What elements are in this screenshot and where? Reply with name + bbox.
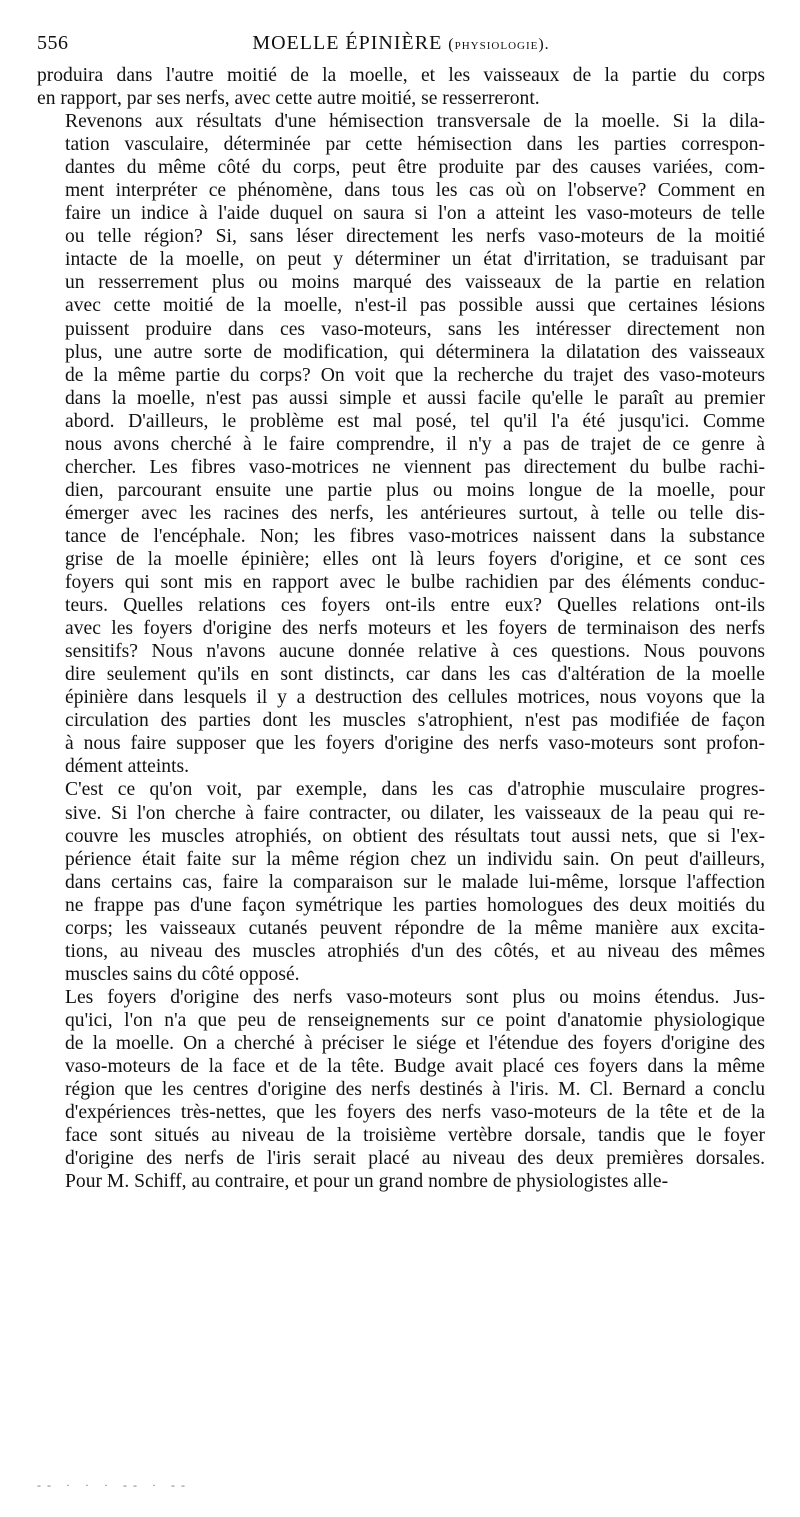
- text-line: d'expériences très-nettes, que les foyers des nerfs vaso-moteurs de la tête et de la: [65, 1102, 765, 1124]
- running-header: [37, 28, 765, 58]
- text-line: dément atteints.: [65, 756, 190, 778]
- text-line: face sont situés au niveau de la troisième vertèbre dorsale, tandis que le foyer: [65, 1125, 765, 1147]
- text-line: Les foyers d'origine des nerfs vaso-moteurs sont plus ou moins étendus. Jus-: [65, 986, 765, 1008]
- text-line: teurs. Quelles relations ces foyers ont-ils entre eux? Quelles relations ont-ils: [65, 595, 765, 617]
- text-line: chercher. Les fibres vaso-motrices ne viennent pas directement du bulbe rachi-: [65, 456, 765, 478]
- text-line: à nous faire supposer que les foyers d'origine des nerfs vaso-moteurs sont profon-: [65, 733, 765, 755]
- text-line: dans certains cas, faire la comparaison sur le malade lui-même, lorsque l'affection: [65, 871, 765, 893]
- running-title-main: MOELLE ÉPINIÈRE: [252, 32, 443, 54]
- text-line: couvre les muscles atrophiés, on obtient des résultats tout aussi nets, que si l'ex-: [65, 825, 765, 847]
- text-line: ment interpréter ce phénomène, dans tous les cas où on l'observe? Comment en: [65, 180, 765, 202]
- paragraph: [37, 110, 765, 778]
- text-line: C'est ce qu'on voit, par exemple, dans les cas d'atrophie musculaire progres-: [65, 779, 765, 801]
- text-line: ne frappe pas d'une façon symétrique les parties homologues des deux moitiés du: [65, 894, 765, 916]
- text-line: grise de la moelle épinière; elles ont là leurs foyers d'origine, et ce sont ces: [65, 548, 765, 570]
- text-line: foyers qui sont mis en rapport avec le bulbe rachidien par des éléments conduc-: [65, 572, 765, 594]
- text-line: abord. D'ailleurs, le problème est mal posé, tel qu'il l'a été jusqu'ici. Comme: [65, 410, 765, 432]
- text-line: région que les centres d'origine des nerfs destinés à l'iris. M. Cl. Bernard a conclu: [65, 1079, 765, 1101]
- text-line: émerger avec les racines des nerfs, les antérieures surtout, à telle ou telle dis-: [65, 502, 765, 524]
- text-line: nous avons cherché à le faire comprendre, il n'y a pas de trajet de ce genre à: [65, 433, 765, 455]
- book-page: [37, 28, 765, 1193]
- text-line: avec cette moitié de la moelle, n'est-il pas possible aussi que certaines lésions: [65, 295, 765, 317]
- paragraph: [37, 64, 765, 110]
- text-line: dans la moelle, n'est pas aussi simple et aussi facile qu'elle le paraît au premier: [65, 387, 765, 409]
- body-text: [37, 64, 765, 1193]
- text-line: avec les foyers d'origine des nerfs moteurs et les foyers de terminaison des nerfs: [65, 618, 765, 640]
- text-line: ou telle région? Si, sans léser directement les nerfs vaso-moteurs de la moitié: [65, 226, 765, 248]
- text-line: produira dans l'autre moitié de la moelle, et les vaisseaux de la partie du corps: [37, 65, 765, 86]
- text-line: tions, au niveau des muscles atrophiés d'un des côtés, et au niveau des mêmes: [65, 940, 765, 962]
- text-line: d'origine des nerfs de l'iris serait placé au niveau des deux premières dorsales.: [65, 1148, 765, 1170]
- text-line: corps; les vaisseaux cutanés peuvent répondre de la même manière aux excita-: [65, 917, 765, 939]
- running-title-sub: (physiologie).: [448, 36, 550, 53]
- text-line: dien, parcourant ensuite une partie plus ou moins longue de la moelle, pour: [65, 479, 765, 501]
- text-line: circulation des parties dont les muscles s'atrophient, n'est pas modifiée de façon: [65, 710, 765, 732]
- text-line: sive. Si l'on cherche à faire contracter, ou dilater, les vaisseaux de la peau qui re-: [65, 802, 765, 824]
- text-line: sensitifs? Nous n'avons aucune donnée relative à ces questions. Nous pouvons: [65, 641, 765, 663]
- text-line: Revenons aux résultats d'une hémisection transversale de la moelle. Si la dila-: [65, 111, 765, 133]
- text-line: qu'ici, l'on n'a que peu de renseignements sur ce point d'anatomie physiologique: [65, 1009, 765, 1031]
- text-line: de la même partie du corps? On voit que la recherche du trajet des vaso-moteurs: [65, 364, 765, 386]
- text-line: vaso-moteurs de la face et de la tête. Budge avait placé ces foyers dans la même: [65, 1056, 765, 1078]
- text-line: puissent produire dans ces vaso-moteurs, sans les intéresser directement non: [65, 318, 765, 340]
- text-line: faire un indice à l'aide duquel on saura si l'on a atteint les vaso-moteurs de telle: [65, 203, 765, 225]
- footer-marks: -- · · · -- · --: [37, 1478, 191, 1492]
- text-line: plus, une autre sorte de modification, qui déterminera la dilatation des vaisseaux: [65, 341, 765, 363]
- text-line: tation vasculaire, déterminée par cette hémisection dans les parties correspon-: [65, 134, 765, 156]
- text-line: muscles sains du côté opposé.: [65, 963, 300, 985]
- page-number: 556: [37, 32, 69, 54]
- text-line: intacte de la moelle, on peut y déterminer un état d'irritation, se traduisant par: [65, 249, 765, 271]
- text-line: dire seulement qu'ils en sont distincts, car dans les cas d'altération de la moelle: [65, 664, 765, 686]
- running-title: [37, 32, 765, 55]
- text-line: tance de l'encéphale. Non; les fibres vaso-motrices naissent dans la substance: [65, 525, 765, 547]
- text-line: Pour M. Schiff, au contraire, et pour un grand nombre de physiologistes alle-: [65, 1171, 669, 1193]
- paragraph: [37, 986, 765, 1193]
- text-line: un resserrement plus ou moins marqué des vaisseaux de la partie en relation: [65, 272, 765, 294]
- text-line: épinière dans lesquels il y a destruction des cellules motrices, nous voyons que la: [65, 687, 765, 709]
- text-line: de la moelle. On a cherché à préciser le siége et l'étendue des foyers d'origine des: [65, 1032, 765, 1054]
- paragraph: [37, 778, 765, 985]
- text-line: dantes du même côté du corps, peut être produite par des causes variées, com-: [65, 157, 765, 179]
- text-line: périence était faite sur la même région chez un individu sain. On peut d'ailleurs,: [65, 848, 765, 870]
- text-line: en rapport, par ses nerfs, avec cette autre moitié, se resserreront.: [37, 88, 540, 110]
